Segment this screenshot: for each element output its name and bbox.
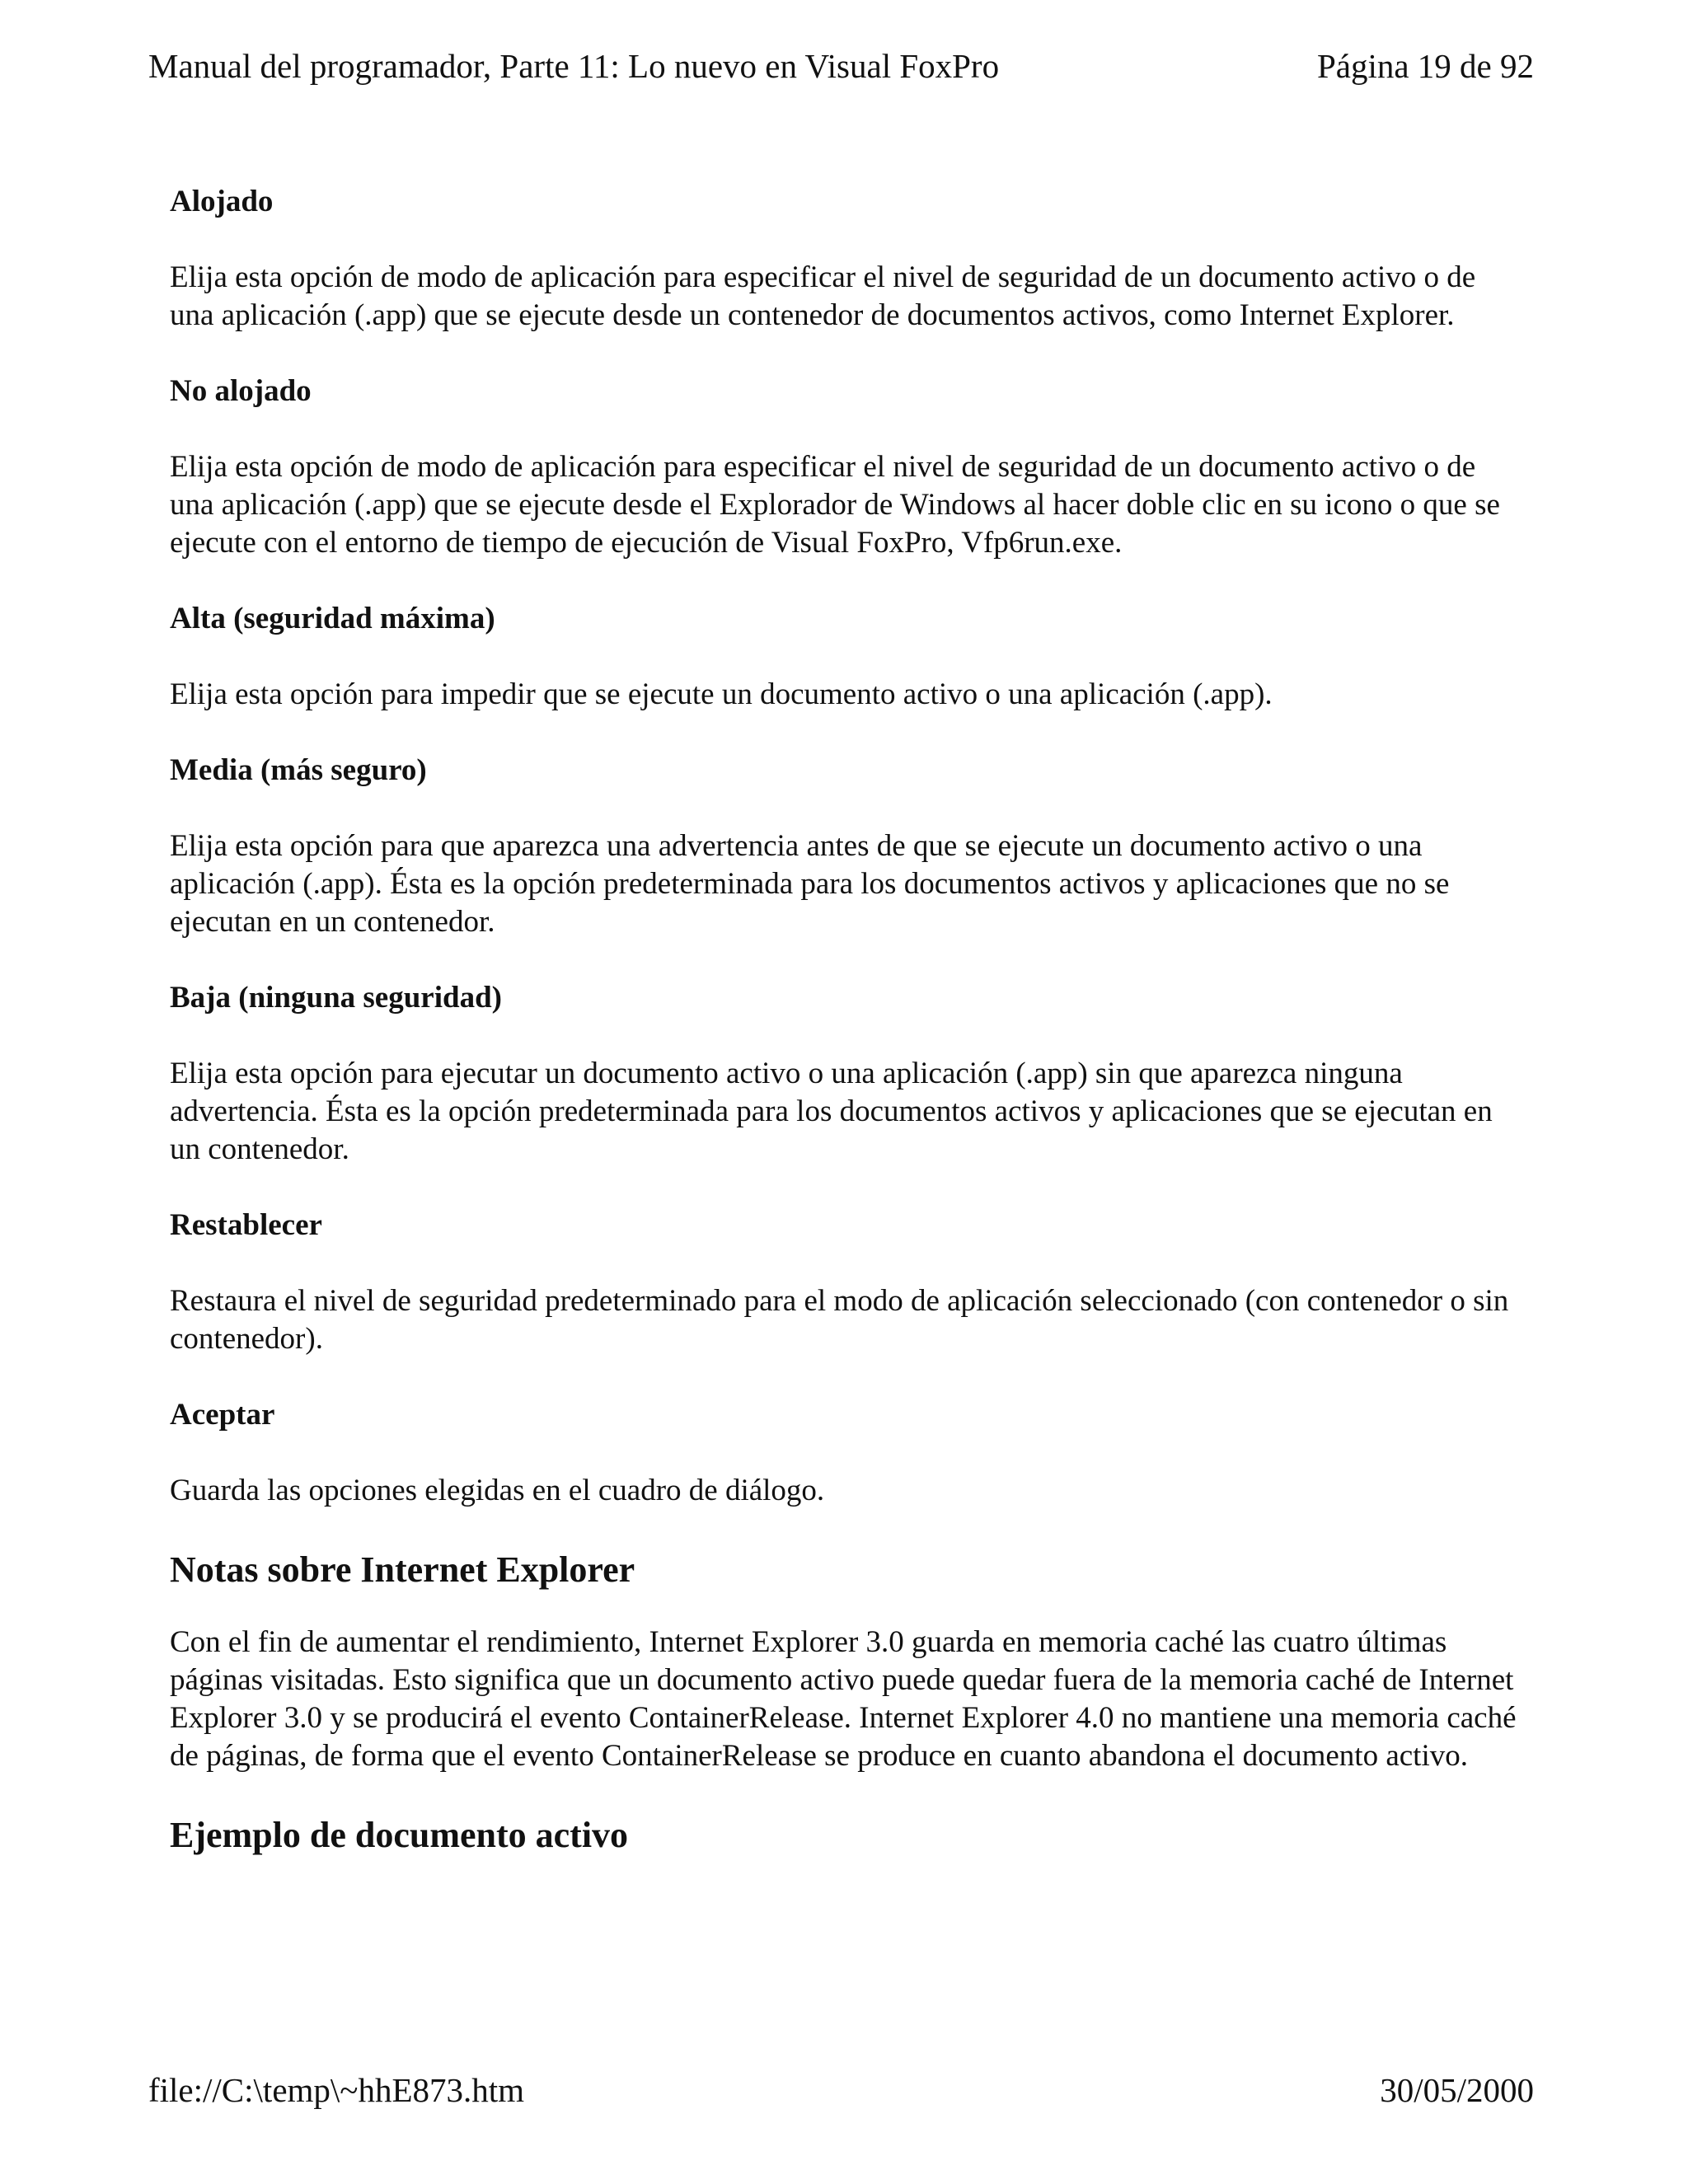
page-header [148,46,1534,86]
description-restablecer: Restaura el nivel de seguridad predeterminado para el modo de aplicación seleccionado (con contenedor o sin contenedor). [170,1284,1509,1356]
term-no-alojado: No alojado [170,374,312,408]
description-alta: Elija esta opción para impedir que se ejecute un documento activo o una aplicación (.app). [170,677,1273,711]
description-baja: Elija esta opción para ejecutar un documento activo o una aplicación (.app) sin que aparezca ninguna advertencia. Ésta es la opción predeterminada para los documentos activos y aplicaciones que se ejecutan en un contenedor. [170,1057,1493,1166]
term-restablecer: Restablecer [170,1208,322,1242]
print-date: 30/05/2000 [1380,2071,1534,2109]
section-title-ejemplo: Ejemplo de documento activo [170,1815,629,1855]
term-alojado: Alojado [170,185,274,218]
description-media: Elija esta opción para que aparezca una advertencia antes de que se ejecute un documento activo o una aplicación (.app). Ésta es la opción predeterminada para los documentos activos y aplicaciones que no se ejecutan en un contenedor. [170,829,1450,939]
term-baja: Baja (ninguna seguridad) [170,981,502,1015]
page-number: Página 19 de 92 [1316,47,1534,85]
section-body-notas: Con el fin de aumentar el rendimiento, Internet Explorer 3.0 guarda en memoria caché las cuatro últimas páginas visitadas. Esto significa que un documento activo puede quedar fuera de la memoria caché de Internet Explorer 3.0 y se producirá el evento ContainerRelease. Internet Explorer 4.0 no mantiene una memoria caché de páginas, de forma que el evento ContainerRelease se produce en cuanto abandona el documento activo. [170,1625,1517,1773]
term-alta: Alta (seguridad máxima) [170,602,495,635]
file-path: file://C:\temp\~hhE873.htm [148,2071,525,2109]
section-title-notas: Notas sobre Internet Explorer [170,1549,635,1590]
term-aceptar: Aceptar [170,1398,275,1432]
page-content [170,183,1522,1889]
term-media: Media (más seguro) [170,753,427,787]
page-footer [148,2070,1534,2110]
description-no-alojado: Elija esta opción de modo de aplicación para especificar el nivel de seguridad de un documento activo o de una aplicación (.app) que se ejecute desde el Explorador de Windows al hacer doble clic en su icono o que se ejecute con el entorno de tiempo de ejecución de Visual FoxPro, Vfp6run.exe. [170,450,1500,560]
document-title: Manual del programador, Parte 11: Lo nuevo en Visual FoxPro [148,47,1000,85]
description-aceptar: Guarda las opciones elegidas en el cuadro de diálogo. [170,1474,825,1507]
description-alojado: Elija esta opción de modo de aplicación para especificar el nivel de seguridad de un documento activo o de una aplicación (.app) que se ejecute desde un contenedor de documentos activos, como Internet Explorer. [170,260,1476,332]
